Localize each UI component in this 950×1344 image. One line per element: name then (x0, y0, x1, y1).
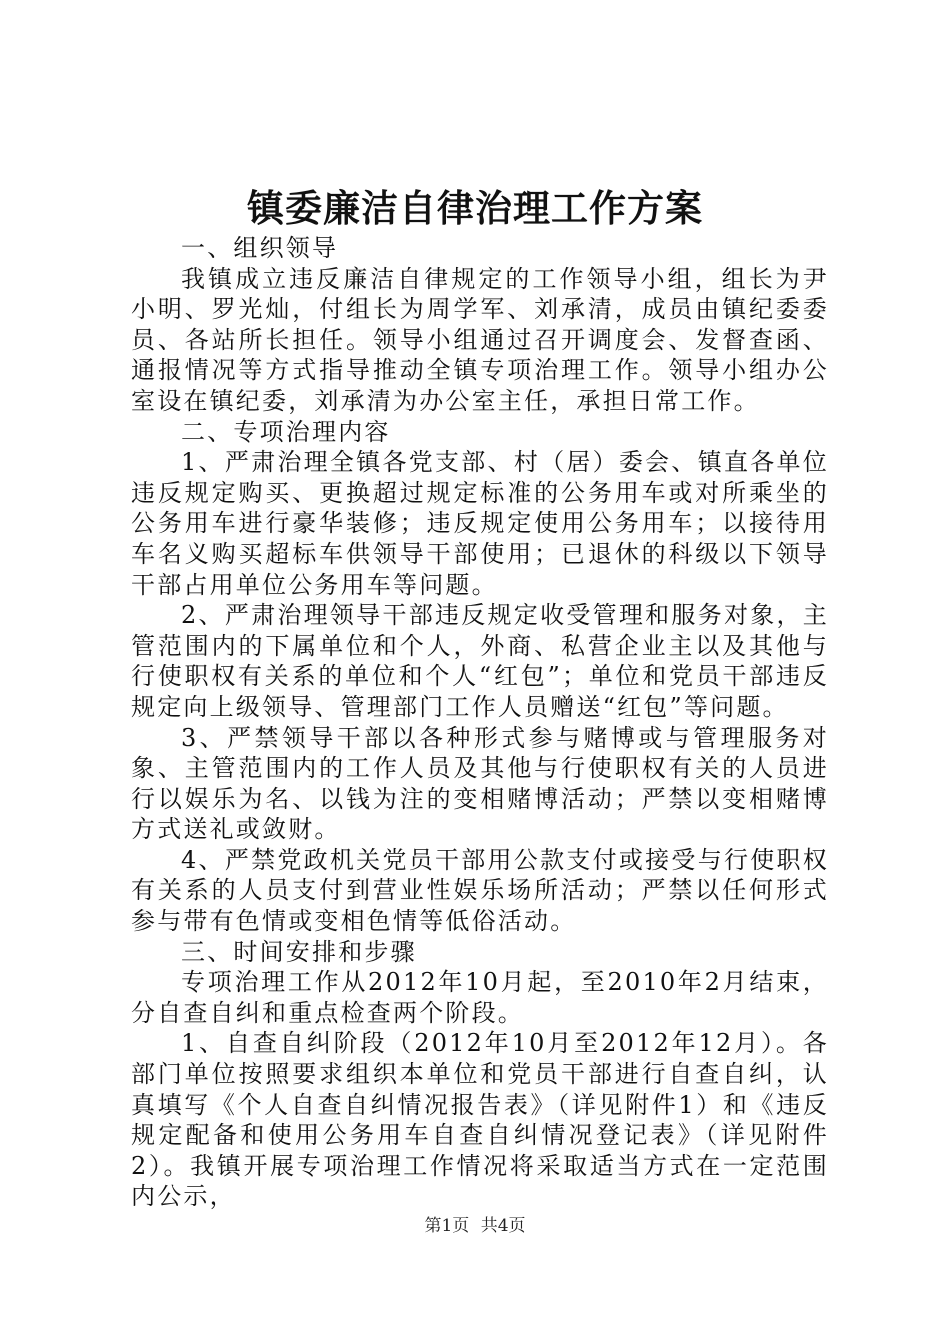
document-title: 镇委廉洁自律治理工作方案 (247, 186, 703, 230)
paragraph-item-1: 1、严肃治理全镇各党支部、村（居）委会、镇直各单位违反规定购买、更换超过规定标准的公务用车或对所乘坐的公务用车进行豪华装修；违反规定使用公务用车；以接待用车名义购买超标车供领导干部使用；已退休的科级以下领导干部占用单位公务用车等问题。 (131, 448, 829, 599)
section-heading-content: 二、专项治理内容 (181, 417, 391, 446)
paragraph-schedule-overview: 专项治理工作从2012年10月起，至2010年2月结束，分自查自纠和重点检查两个阶段。 (131, 968, 829, 1027)
section-heading-organization: 一、组织领导 (181, 234, 339, 262)
page-total: 共4页 (480, 1216, 526, 1236)
paragraph-item-4: 4、严禁党政机关党员干部用公款支付或接受与行使职权有关系的人员支付到营业性娱乐场所活动；严禁以任何形式参与带有色情或变相色情等低俗活动。 (131, 845, 829, 936)
paragraph-item-2: 2、严肃治理领导干部违反规定收受管理和服务对象，主管范围内的下属单位和个人，外商、私营企业主以及其他与行使职权有关系的单位和个人“红包”；单位和党员干部违反规定向上级领导、管理部门工作人员赠送“红包”等问题。 (131, 601, 829, 721)
document-body (131, 233, 829, 1212)
paragraph-leadership-group: 我镇成立违反廉洁自律规定的工作领导小组，组长为尹小明、罗光灿，付组长为周学军、刘承清，成员由镇纪委委员、各站所长担任。领导小组通过召开调度会、发督查函、通报情况等方式指导推动全镇专项治理工作。领导小组办公室设在镇纪委，刘承清为办公室主任，承担日常工作。 (131, 264, 829, 415)
section-heading-schedule: 三、时间安排和步骤 (181, 937, 417, 966)
page-number: 第1页 (424, 1216, 470, 1236)
page-footer (0, 1214, 950, 1238)
paragraph-item-3: 3、严禁领导干部以各种形式参与赌博或与管理服务对象、主管范围内的工作人员及其他与行使职权有关的人员进行以娱乐为名、以钱为注的变相赌博活动；严禁以变相赌博方式送礼或敛财。 (131, 723, 829, 844)
paragraph-self-inspection-stage: 1、自查自纠阶段（2012年10月至2012年12月）。各部门单位按照要求组织本单位和党员干部进行自查自纠，认真填写《个人自查自纠情况报告表》（详见附件1）和《违反规定配备和使用公务用车自查自纠情况登记表》（详见附件2）。我镇开展专项治理工作情况将采取适当方式在一定范围内公示， (131, 1029, 829, 1211)
